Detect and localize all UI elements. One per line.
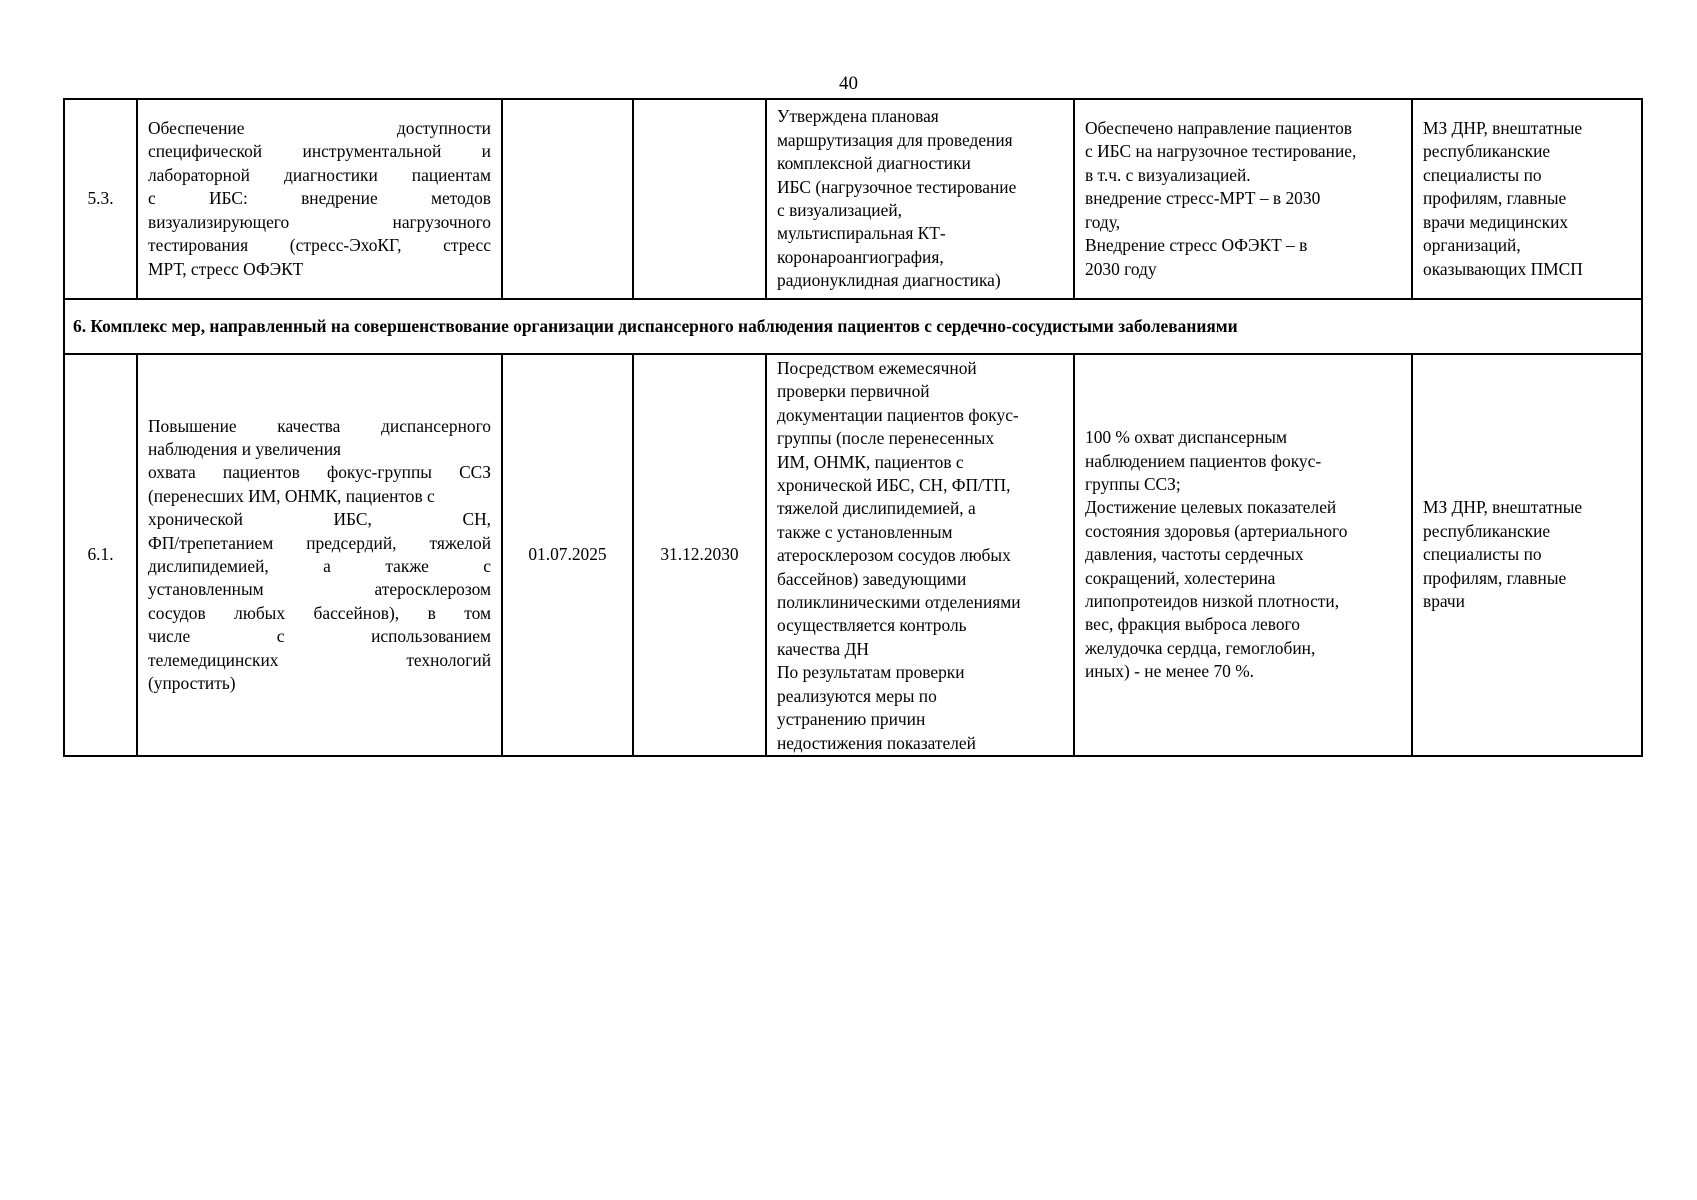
cell-text-line: иных) - не менее 70 %. [1085, 661, 1255, 682]
cell-text-line: установленным атеросклерозом [148, 579, 491, 600]
cell-text-line: тяжелой дислипидемией, а [777, 498, 976, 519]
cell-text-line: качества ДН [777, 638, 869, 659]
cell-text-line: поликлиническими отделениями [777, 592, 1021, 613]
cell-text-line: врачи медицинских [1423, 211, 1569, 232]
cell-text-line: маршрутизация для проведения [777, 129, 1013, 150]
cell-text-line: специфической инструментальной и [148, 141, 491, 162]
cell-text-line: МЗ ДНР, внештатные [1423, 497, 1583, 518]
cell-text-line: вес, фракция выброса левого [1085, 614, 1300, 635]
responsible-executors [1412, 99, 1642, 299]
implementation-measures [766, 99, 1074, 299]
cell-text-line: специалисты по [1423, 164, 1542, 185]
page-number: 40 [839, 73, 858, 94]
start-date: 01.07.2025 [502, 354, 633, 756]
cell-text-line: 2030 году [1085, 258, 1157, 279]
cell-text-line: телемедицинских технологий [148, 649, 491, 670]
cell-text-line: специалисты по [1423, 544, 1542, 565]
row-number: 5.3. [64, 99, 137, 299]
cell-text-line: группы (после перенесенных [777, 428, 995, 449]
table-row [64, 354, 1642, 756]
cell-text-line: МРТ, стресс ОФЭКТ [148, 258, 304, 279]
cell-text-line: наблюдения и увеличения [148, 438, 341, 459]
cell-text-line: ИБС (нагрузочное тестирование [777, 176, 1017, 197]
cell-text-line: оказывающих ПМСП [1423, 258, 1583, 279]
cell-text-line: радионуклидная диагностика) [777, 270, 1001, 291]
expected-result [1074, 354, 1412, 756]
cell-text-line: (упростить) [148, 672, 236, 693]
section-header-row [64, 299, 1642, 354]
cell-text-line: реализуются меры по [777, 685, 937, 706]
cell-text-line: По результатам проверки [777, 662, 965, 683]
responsible-executors [1412, 354, 1642, 756]
cell-text-line: МЗ ДНР, внештатные [1423, 118, 1583, 139]
cell-text-line: группы ССЗ; [1085, 474, 1181, 495]
end-date [633, 99, 766, 299]
cell-text-line: врачи [1423, 591, 1465, 612]
cell-text-line: республиканские [1423, 141, 1551, 162]
cell-text-line: Обеспечение доступности [148, 118, 491, 139]
cell-text-line: (перенесших ИМ, ОНМК, пациентов с [148, 485, 435, 506]
cell-text-line: числе с использованием [148, 626, 491, 647]
cell-text-line: Обеспечено направление пациентов [1085, 118, 1352, 139]
cell-text-line: 100 % охват диспансерным [1085, 427, 1287, 448]
start-date [502, 99, 633, 299]
implementation-measures [766, 354, 1074, 756]
cell-text-line: Повышение качества диспансерного [148, 415, 491, 436]
cell-text-line: комплексной диагностики [777, 153, 971, 174]
cell-text-line: сокращений, холестерина [1085, 567, 1276, 588]
action-plan-table [63, 98, 1643, 757]
cell-text-line: мультиспиральная КТ- [777, 223, 946, 244]
cell-text-line: сосудов любых бассейнов), в том [148, 602, 491, 623]
cell-text-line: ФП/трепетанием предсердий, тяжелой [148, 532, 491, 553]
cell-text-line: в т.ч. с визуализацией. [1085, 164, 1251, 185]
cell-text-line: лабораторной диагностики пациентам [148, 164, 491, 185]
cell-text-line: липопротеидов низкой плотности, [1085, 591, 1340, 612]
cell-text-line: Достижение целевых показателей [1085, 497, 1337, 518]
cell-text-line: с ИБС на нагрузочное тестирование, [1085, 141, 1357, 162]
cell-text-line: состояния здоровья (артериального [1085, 520, 1348, 541]
cell-text-line: Внедрение стресс ОФЭКТ – в [1085, 235, 1308, 256]
cell-text-line: организаций, [1423, 235, 1521, 256]
cell-text-line: внедрение стресс-МРТ – в 2030 [1085, 188, 1321, 209]
cell-text-line: осуществляется контроль [777, 615, 967, 636]
cell-text-line: хронической ИБС, СН, ФП/ТП, [777, 475, 1011, 496]
cell-text-line: также с установленным [777, 521, 953, 542]
cell-text-line: профилям, главные [1423, 567, 1567, 588]
cell-text-line: профилям, главные [1423, 188, 1567, 209]
cell-text-line: с ИБС: внедрение методов [148, 188, 491, 209]
cell-text-line: дислипидемией, а также с [148, 555, 491, 576]
cell-text-line: тестирования (стресс-ЭхоКГ, стресс [148, 235, 491, 256]
cell-text-line: республиканские [1423, 520, 1551, 541]
cell-text-line: году, [1085, 211, 1121, 232]
measure-description [137, 99, 502, 299]
cell-text-line: проверки первичной [777, 381, 930, 402]
cell-text-line: коронароангиография, [777, 246, 944, 267]
cell-text-line: устранению причин [777, 709, 926, 730]
table-row [64, 99, 1642, 299]
cell-text-line: давления, частоты сердечных [1085, 544, 1304, 565]
cell-text-line: ИМ, ОНМК, пациентов с [777, 451, 964, 472]
cell-text-line: с визуализацией, [777, 200, 902, 220]
cell-text-line: желудочка сердца, гемоглобин, [1085, 637, 1316, 658]
row-number: 6.1. [64, 354, 137, 756]
measure-description [137, 354, 502, 756]
expected-result [1074, 99, 1412, 299]
end-date: 31.12.2030 [633, 354, 766, 756]
cell-text-line: охвата пациентов фокус-группы ССЗ [148, 462, 491, 483]
cell-text-line: атеросклерозом сосудов любых [777, 545, 1011, 566]
cell-text-line: Посредством ежемесячной [777, 358, 977, 378]
cell-text-line: бассейнов) заведующими [777, 568, 967, 589]
cell-text-line: хронической ИБС, СН, [148, 509, 491, 530]
cell-text-line: Утверждена плановая [777, 106, 939, 127]
cell-text-line: наблюдением пациентов фокус- [1085, 450, 1322, 471]
cell-text-line: визуализирующего нагрузочного [148, 211, 491, 232]
cell-text-line: недостижения показателей [777, 732, 976, 753]
cell-text-line: документации пациентов фокус- [777, 404, 1019, 425]
section-title: 6. Комплекс мер, направленный на совершенствование организации диспансерного наблюдения пациентов с сердечно-сосудистыми заболеваниями [64, 299, 1642, 354]
